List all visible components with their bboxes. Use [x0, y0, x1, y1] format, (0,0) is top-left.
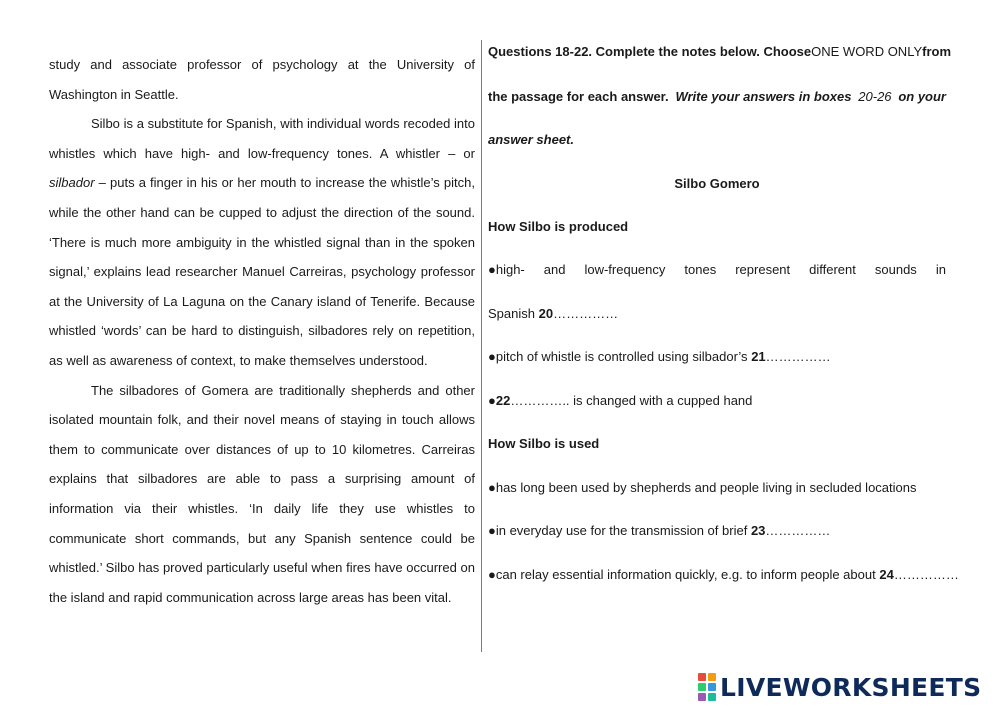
instructions-line-1	[488, 44, 952, 59]
note-item-shepherds	[488, 480, 917, 495]
note-word: low-frequency	[584, 262, 666, 277]
note-text: ●has long been used by shepherds and people living in secluded locations	[488, 480, 917, 495]
note-text: ●in everyday use for the transmission of brief	[488, 523, 748, 538]
question-number: ●22	[488, 393, 511, 408]
question-number: 21	[751, 349, 766, 364]
note-word: in	[935, 262, 946, 277]
note-word: and	[543, 262, 566, 277]
answer-blank-22[interactable]: ………….. is changed with a cupped hand	[510, 393, 753, 408]
passage-paragraph: The silbadores of Gomera are traditionally shepherds and other isolated mountain folk, and their novel means of staying in touch allows them to communicate over distances of up to 10 kilometres. Carreiras explains that silbadores are able to pass a surprising amount of information via their whistles. ‘In daily life they use whistles to communicate short commands, but any Spanish sentence could be whistled.’ Silbo has proved particularly useful when fires have occurred on the island and rapid communication across large areas has been vital.	[49, 382, 475, 605]
instructions-text: the passage for each answer.	[488, 89, 669, 104]
passage-paragraph: study and associate professor of psychology at the University of Washington in Seattle.	[49, 57, 475, 102]
instructions-line-2	[488, 89, 946, 104]
note-item-24	[488, 567, 959, 582]
section-heading-text: How Silbo is used	[488, 436, 600, 451]
instructions-range: 20-26	[858, 89, 892, 104]
note-item-20-cont	[488, 306, 618, 321]
note-word: sounds	[874, 262, 917, 277]
answer-blank-21[interactable]: ……………	[765, 349, 831, 364]
note-text: ●pitch of whistle is controlled using silbador’s	[488, 349, 748, 364]
instructions-line-3	[488, 132, 574, 147]
note-word: tones	[684, 262, 717, 277]
instructions-text: from	[922, 44, 952, 59]
note-word: ●high-	[488, 262, 525, 277]
instructions-text: answer sheet.	[488, 132, 574, 147]
notes-title-text: Silbo Gomero	[674, 176, 760, 191]
instructions-text: on your	[898, 89, 946, 104]
logo-text: LIVEWORKSHEETS	[720, 672, 982, 702]
note-item-20	[488, 262, 946, 277]
answer-blank-24[interactable]: ……………	[893, 567, 959, 582]
notes-title	[488, 176, 946, 191]
question-number: 20	[538, 306, 554, 321]
note-text: ●can relay essential information quickly, e.g. to inform people about	[488, 567, 876, 582]
note-item-22	[488, 393, 752, 408]
section-heading-produced	[488, 219, 628, 234]
note-item-21	[488, 349, 831, 364]
note-text: Spanish	[488, 306, 535, 321]
passage-paragraph: Silbo is a substitute for Spanish, with individual words recoded into whistles which have high- and low-frequency tones. A whistler – or silbador – puts a finger in his or her mouth to increase the whistle’s pitch, while the other hand can be cupped to adjust the direction of the sound. ‘There is much more ambiguity in the whistled signal than in the spoken signal,’ explains lead researcher Manuel Carreiras, psychology professor at the University of La Laguna on the Canary island of Tenerife. Because whistled ‘words’ can be hard to distinguish, silbadores rely on repetition, as well as awareness of context, to make themselves understood.	[49, 116, 475, 368]
instructions-text: Questions 18-22. Complete the notes below. Choose	[488, 44, 812, 59]
note-item-23	[488, 523, 830, 538]
question-number: 23	[750, 523, 766, 538]
answer-blank-20[interactable]: ……………	[553, 306, 619, 321]
liveworksheets-logo[interactable]	[698, 672, 981, 702]
answer-blank-23[interactable]: ……………	[765, 523, 831, 538]
question-number: 24	[879, 567, 894, 582]
passage-column	[49, 50, 475, 612]
section-heading-text: How Silbo is produced	[488, 219, 629, 234]
section-heading-used	[488, 436, 599, 451]
instructions-emphasis: ONE WORD ONLY	[811, 44, 923, 59]
note-word: different	[809, 262, 856, 277]
instructions-text: Write your answers in boxes	[675, 89, 852, 104]
logo-mark-icon	[698, 673, 716, 701]
column-divider	[481, 40, 482, 652]
note-word: represent	[735, 262, 791, 277]
